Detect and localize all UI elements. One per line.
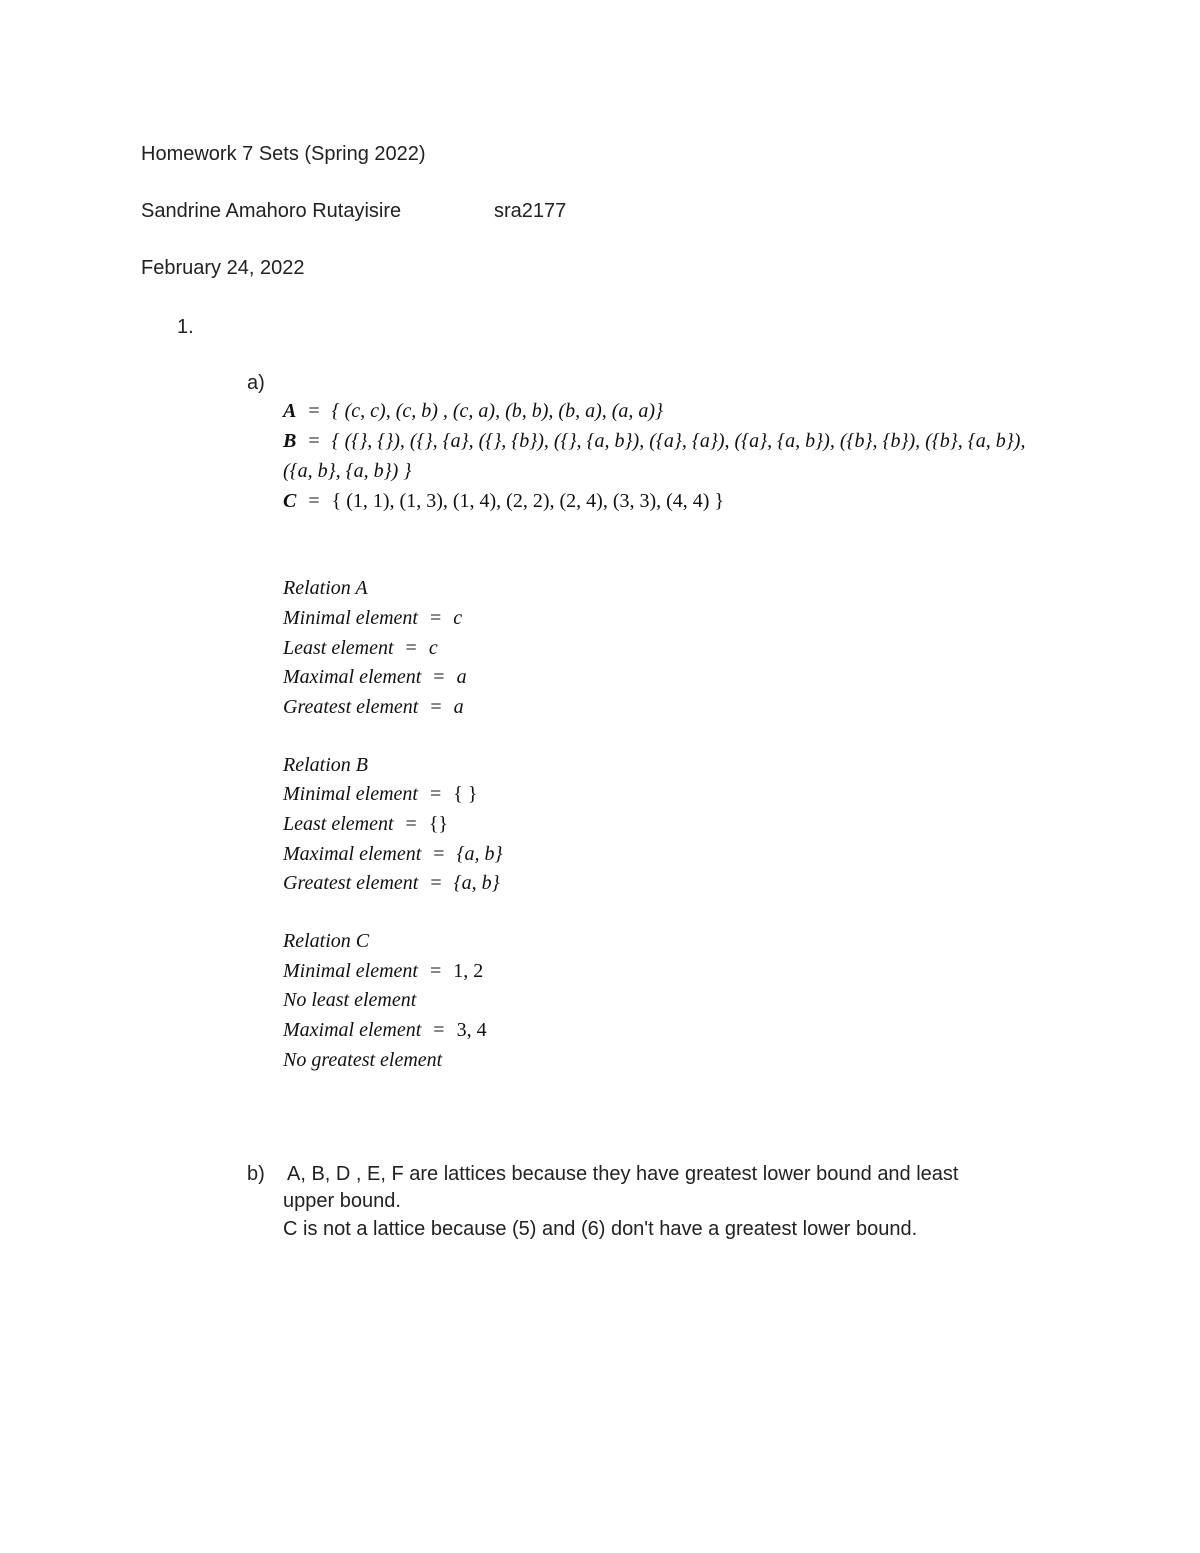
question-number: 1. <box>177 316 194 338</box>
element-label: Least element <box>283 813 394 835</box>
element-value: a <box>453 696 464 718</box>
relation-c-title: Relation C <box>283 930 370 952</box>
element-value: { } <box>453 783 478 805</box>
element-label: Maximal element <box>283 843 422 865</box>
part-b-answer-line2: upper bound. <box>283 1190 401 1212</box>
author-name: Sandrine Amahoro Rutayisire <box>141 200 402 222</box>
element-value: a <box>456 666 467 688</box>
set-name: B <box>283 430 297 452</box>
element-value: {} <box>428 813 449 835</box>
relation-c-maximal: Maximal element = 3, 4 <box>283 1019 487 1041</box>
element-value: {a, b} <box>456 843 503 865</box>
element-label: Least element <box>283 637 394 659</box>
document-title: Homework 7 Sets (Spring 2022) <box>141 143 426 165</box>
relation-a-least: Least element = c <box>283 637 438 659</box>
element-label: No least element <box>283 989 417 1011</box>
relation-b-maximal: Maximal element = {a, b} <box>283 843 503 865</box>
element-value: c <box>428 637 438 659</box>
element-label: Minimal element <box>283 607 418 629</box>
set-body: { (c, c), (c, b) , (c, a), (b, b), (b, a), (a, a)} <box>331 400 664 422</box>
element-label: Minimal element <box>283 783 418 805</box>
set-name: A <box>283 400 297 422</box>
document-date: February 24, 2022 <box>141 257 305 279</box>
part-b-answer-line3: C is not a lattice because (5) and (6) don't have a greatest lower bound. <box>283 1218 918 1240</box>
element-value: 1, 2 <box>453 960 484 982</box>
element-label: Minimal element <box>283 960 418 982</box>
element-label: Maximal element <box>283 1019 422 1041</box>
relation-c-no-least <box>283 985 416 1015</box>
relation-c-no-greatest <box>283 1045 442 1075</box>
set-name: C <box>283 490 297 512</box>
set-b-definition: B = { ({}, {}), ({}, {a}, ({}, {b}), ({}, {a, b}), ({a}, {a}), ({a}, {a, b}), ({b}, {b}), ({b}, {a, b}), <box>283 430 1026 452</box>
relation-a-greatest: Greatest element = a <box>283 696 464 718</box>
relation-c-minimal: Minimal element = 1, 2 <box>283 960 484 982</box>
part-a-label: a) <box>247 372 265 394</box>
element-value: 3, 4 <box>456 1019 487 1041</box>
set-body: { (1, 1), (1, 3), (1, 4), (2, 2), (2, 4), (3, 3), (4, 4) } <box>331 490 725 512</box>
relation-b-title: Relation B <box>283 754 368 776</box>
part-b-answer-line1: A, B, D , E, F are lattices because they have greatest lower bound and least <box>287 1163 959 1185</box>
element-label: Greatest element <box>283 696 419 718</box>
set-body: { ({}, {}), ({}, {a}, ({}, {b}), ({}, {a, b}), ({a}, {a}), ({a}, {a, b}), ({b}, {b}), ({b}, {a, b}), <box>331 430 1026 452</box>
relation-b-least: Least element = {} <box>283 813 449 835</box>
element-value: c <box>453 607 463 629</box>
relation-a-title: Relation A <box>283 577 368 599</box>
set-body: ({a, b}, {a, b}) } <box>283 460 412 482</box>
set-b-continuation <box>283 456 411 486</box>
element-value: {a, b} <box>453 872 500 894</box>
author-uni: sra2177 <box>494 200 567 222</box>
element-label: No greatest element <box>283 1049 443 1071</box>
relation-a-minimal: Minimal element = c <box>283 607 463 629</box>
element-label: Greatest element <box>283 872 419 894</box>
element-label: Maximal element <box>283 666 422 688</box>
set-c-definition: C = { (1, 1), (1, 3), (1, 4), (2, 2), (2, 4), (3, 3), (4, 4) } <box>283 490 725 512</box>
relation-b-minimal: Minimal element = { } <box>283 783 478 805</box>
part-b-label: b) <box>247 1163 265 1185</box>
relation-a-maximal: Maximal element = a <box>283 666 467 688</box>
relation-b-greatest: Greatest element = {a, b} <box>283 872 500 894</box>
set-a-definition: A = { (c, c), (c, b) , (c, a), (b, b), (b, a), (a, a)} <box>283 400 664 422</box>
